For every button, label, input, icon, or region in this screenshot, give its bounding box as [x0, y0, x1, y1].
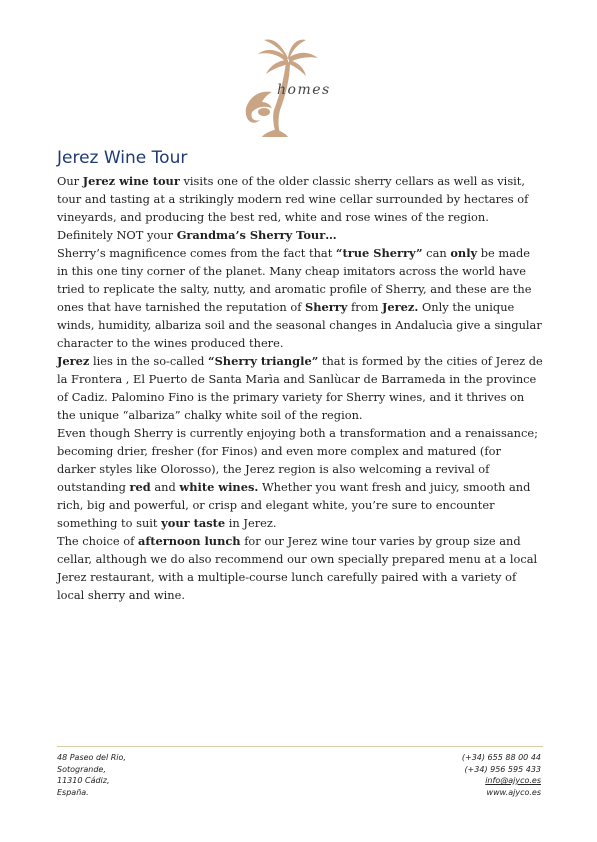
text-run: from: [347, 300, 382, 314]
logo-text: homes: [277, 82, 331, 98]
text-run: for our Jerez wine tour varies by group size and cellar, although we do also recommend our own specially prepared menu at a local Jerez restaurant, with a multiple-course lunch carefully paired with a variety of local sherry and wine.: [57, 534, 538, 602]
bold-text: “true Sherry”: [335, 246, 423, 260]
text-run: visits one of the older classic sherry cellars as well as visit, tour and tasting at a strikingly modern red wine cellar surrounded by hectares of vineyards, and producing the best red, white and rose wines of the region. Definitely NOT your: [57, 174, 529, 242]
bold-text: your taste: [161, 516, 226, 530]
text-run: that is formed by the cities of Jerez de la Frontera , El Puerto de Santa Marìa and Sanlùcar de Barrameda in the province of Cadiz. Palomino Fino is the primary variety for Sherry wines, and it thrives on the unique “albariza” chalky white soil of the region.: [57, 354, 543, 422]
body-text: [57, 172, 543, 604]
paragraph: [57, 244, 543, 352]
bold-text: afternoon lunch: [137, 534, 241, 548]
address-line: 48 Paseo del Rio,: [57, 753, 126, 762]
email-link[interactable]: info@ajyco.es: [485, 776, 541, 785]
bold-text: “Sherry triangle”: [208, 354, 319, 368]
website-link[interactable]: www.ajyco.es: [486, 787, 541, 797]
phone-primary: (+34) 655 88 00 44: [461, 753, 541, 762]
footer-divider: [57, 746, 543, 747]
text-run: Only the unique winds, humidity, albariza soil and the seasonal changes in Andalucìa give a singular character to the wines produced there.: [57, 300, 542, 350]
bold-text: only: [450, 246, 478, 260]
address-line: 11310 Cádiz,: [57, 776, 110, 785]
text-run: Our: [57, 174, 83, 188]
paragraph: [57, 532, 543, 604]
address-line: España.: [57, 787, 89, 797]
bold-text: Jerez wine tour: [82, 174, 180, 188]
bold-text: red: [129, 480, 151, 494]
text-run: lies in the so-called: [89, 354, 209, 368]
paragraph: [57, 352, 543, 424]
bold-text: Jerez: [57, 354, 90, 368]
bold-text: Sherry: [305, 300, 348, 314]
bold-text: Grandma’s Sherry Tour…: [176, 228, 337, 242]
page-title: Jerez Wine Tour: [57, 148, 188, 168]
text-run: The choice of: [57, 534, 138, 548]
text-run: can: [422, 246, 451, 260]
text-run: Sherry’s magnificence comes from the fact that: [57, 246, 336, 260]
text-run: in Jerez.: [225, 516, 277, 530]
bold-text: Jerez.: [382, 300, 419, 314]
phone-secondary: (+34) 956 595 433: [464, 764, 541, 774]
paragraph: [57, 424, 543, 532]
text-run: be made in this one tiny corner of the planet. Many cheap imitators across the world have tried to replicate the salty, nutty, and aromatic profile of Sherry, and these are the ones that have tarnished the reputation of: [57, 246, 532, 314]
paragraph: [57, 172, 543, 244]
address-line: Sotogrande,: [57, 764, 106, 774]
footer-address: [57, 752, 126, 798]
bold-text: white wines.: [179, 480, 259, 494]
text-run: Whether you want fresh and juicy, smooth and rich, big and powerful, or crisp and elegant white, you’re sure to encounter something to suit: [57, 480, 531, 530]
footer-contact: [462, 752, 541, 798]
text-run: and: [150, 480, 180, 494]
text-run: Even though Sherry is currently enjoying both a transformation and a renaissance; becoming drier, fresher (for Finos) and even more complex and matured (for darker styles like Olorosso), the Jerez region is also welcoming a revival of outstanding: [57, 426, 538, 494]
